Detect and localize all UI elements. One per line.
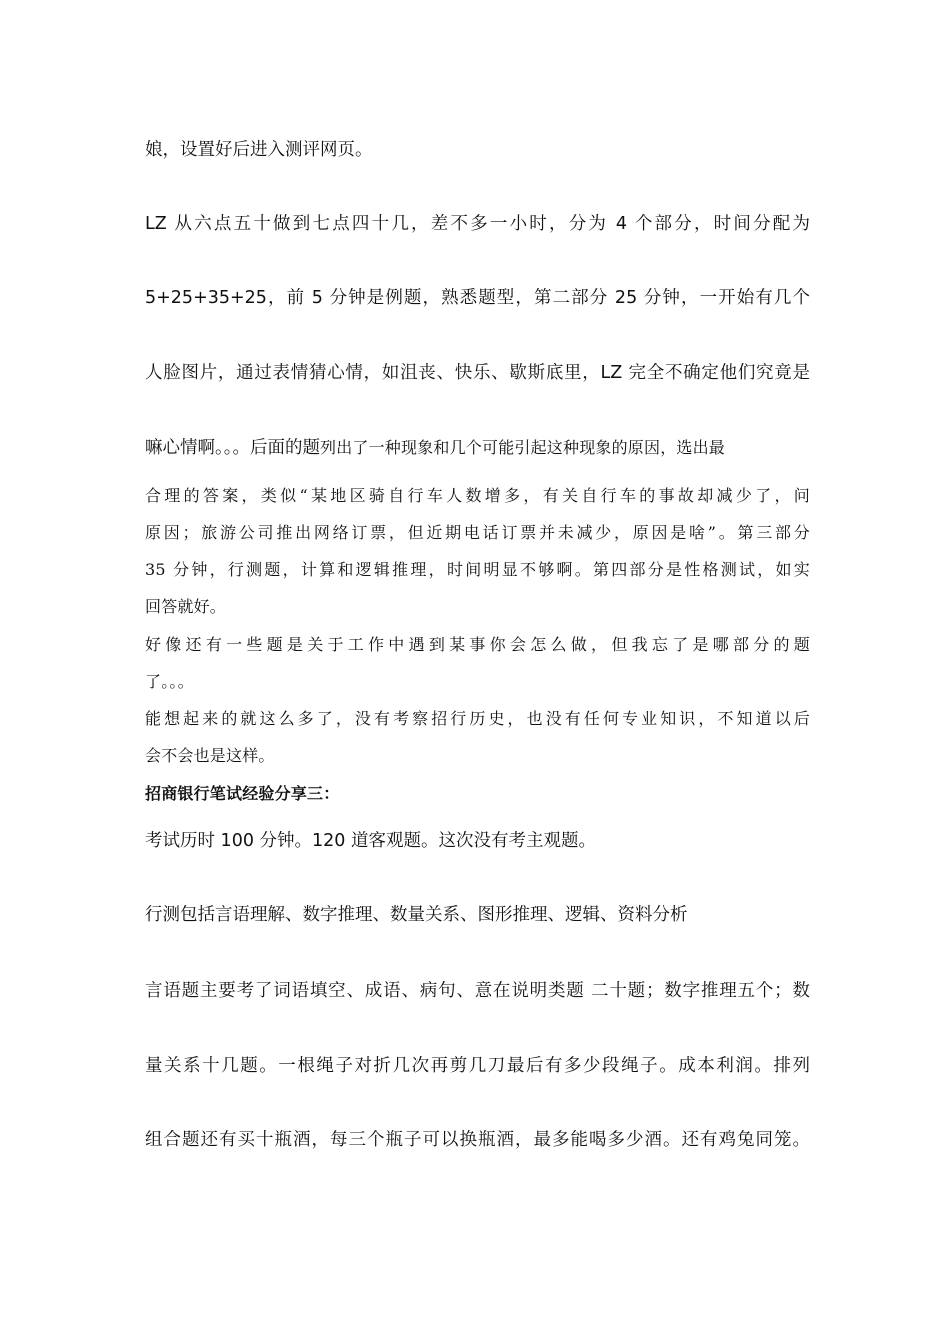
- paragraph-line: 了。。。: [145, 672, 194, 691]
- paragraph-line: 35 分钟，行测题，计算和逻辑推理，时间明显不够啊。第四部分是性格测试，如实: [145, 560, 810, 579]
- paragraph-line: 原因；旅游公司推出网络订票，但近期电话订票并未减少，原因是啥”。第三部分: [145, 523, 810, 542]
- paragraph-line: 行测包括言语理解、数字推理、数量关系、图形推理、逻辑、资料分析: [145, 905, 688, 925]
- paragraph-line-mixed: [145, 436, 810, 460]
- paragraph-line: 组合题还有买十瓶酒，每三个瓶子可以换瓶酒，最多能喝多少酒。还有鸡兔同笼。: [145, 1130, 810, 1150]
- serif-segment: 列出了一种现象和几个可能引起这种现象的原因，选出最: [320, 438, 726, 457]
- paragraph-line: 人脸图片，通过表情猜心情，如沮丧、快乐、歇斯底里，LZ 完全不确定他们究竟是: [145, 363, 810, 383]
- paragraph-line: 好像还有一些题是关于工作中遇到某事你会怎么做，但我忘了是哪部分的题: [145, 635, 810, 654]
- paragraph-line: 娘，设置好后进入测评网页。: [145, 140, 373, 160]
- paragraph-line: 会不会也是这样。: [145, 746, 275, 765]
- paragraph-line: 能想起来的就这么多了，没有考察招行历史，也没有任何专业知识，不知道以后: [145, 709, 810, 728]
- paragraph-line: 言语题主要考了词语填空、成语、病句、意在说明类题 二十题；数字推理五个；数: [145, 981, 810, 1001]
- paragraph-line: 5+25+35+25，前 5 分钟是例题，熟悉题型，第二部分 25 分钟，一开始有几个: [145, 288, 810, 308]
- paragraph-line: 量关系十几题。一根绳子对折几次再剪几刀最后有多少段绳子。成本利润。排列: [145, 1056, 810, 1076]
- paragraph-line: 回答就好。: [145, 597, 227, 616]
- sans-segment: 嘛心情啊。。。后面的题: [145, 438, 320, 458]
- section-heading: 招商银行笔试经验分享三：: [145, 784, 340, 803]
- paragraph-line: LZ 从六点五十做到七点四十几，差不多一小时，分为 4 个部分，时间分配为: [145, 214, 810, 234]
- paragraph-line: 考试历时 100 分钟。120 道客观题。这次没有考主观题。: [145, 831, 596, 851]
- paragraph-line: 合理的答案，类似“某地区骑自行车人数增多，有关自行车的事故却减少了，问: [145, 486, 810, 505]
